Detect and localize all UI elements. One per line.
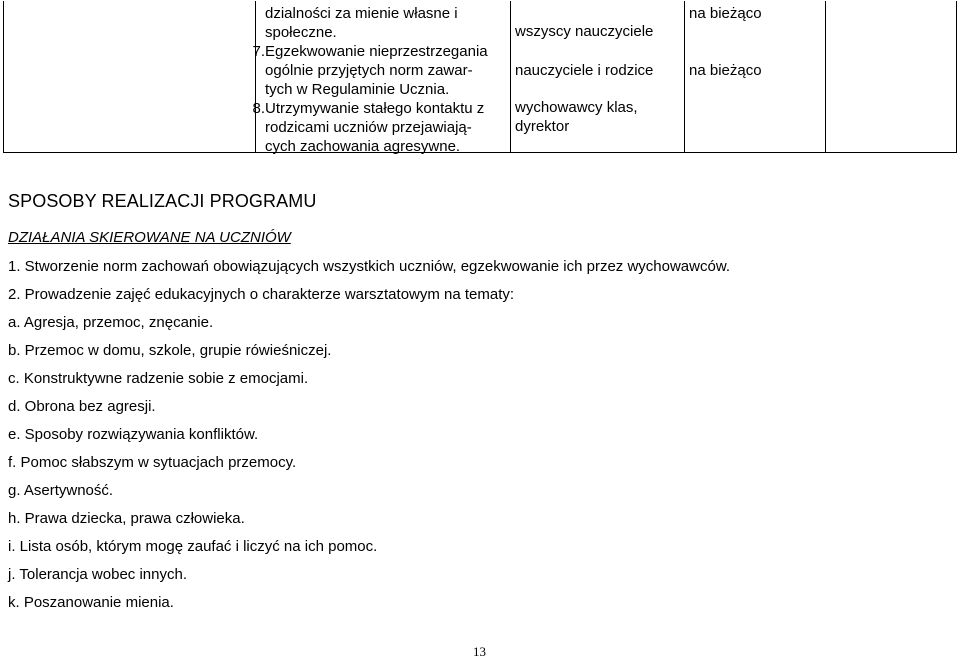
list-item: f. Pomoc słabszym w sytuacjach przemocy. [8, 454, 297, 471]
table-line: 8.Utrzymywanie stałego kontaktu z [252, 100, 485, 117]
responsible-item: wychowawcy klas, [515, 99, 638, 116]
responsible-item: wszyscy nauczyciele [515, 23, 654, 40]
table-column-divider [684, 1, 685, 153]
list-item: j. Tolerancja wobec innych. [8, 566, 187, 583]
deadline-item: na bieżąco [689, 5, 762, 22]
list-item: e. Sposoby rozwiązywania konfliktów. [8, 426, 259, 443]
list-item: a. Agresja, przemoc, znęcanie. [8, 314, 214, 331]
list-item: g. Asertywność. [8, 482, 114, 499]
action-table [3, 1, 957, 153]
table-line: tych w Regulaminie Ucznia. [265, 81, 450, 98]
table-line: ogólnie przyjętych norm zawar- [265, 62, 473, 79]
list-item: h. Prawa dziecka, prawa człowieka. [8, 510, 245, 527]
list-item: d. Obrona bez agresji. [8, 398, 156, 415]
table-line: 7.Egzekwowanie nieprzestrzegania [252, 43, 488, 60]
deadline-item: na bieżąco [689, 62, 762, 79]
list-item: b. Przemoc w domu, szkole, grupie rówieśniczej. [8, 342, 332, 359]
table-cell-actions [252, 4, 510, 156]
section-heading: SPOSOBY REALIZACJI PROGRAMU [8, 191, 317, 211]
table-border-right [956, 1, 957, 153]
table-line: cych zachowania agresywne. [265, 138, 461, 155]
table-column-divider [510, 1, 511, 153]
list-item: i. Lista osób, którym mogę zaufać i liczyć na ich pomoc. [8, 538, 378, 555]
table-line: rodzicami uczniów przejawiają- [265, 119, 472, 136]
table-column-divider [825, 1, 826, 153]
table-border-left [3, 1, 4, 153]
list-item: c. Konstruktywne radzenie sobie z emocjami. [8, 370, 309, 387]
list-item: 1. Stworzenie norm zachowań obowiązujących wszystkich uczniów, egzekwowanie ich przez wychowawców. [8, 258, 730, 275]
subheading: DZIAŁANIA SKIEROWANE NA UCZNIÓW [8, 229, 291, 246]
responsible-item: dyrektor [515, 118, 570, 135]
responsible-item: nauczyciele i rodzice [515, 62, 654, 79]
page-number: 13 [473, 644, 486, 659]
table-line: dzialności za mienie własne i [265, 5, 458, 22]
list-item: 2. Prowadzenie zajęć edukacyjnych o charakterze warsztatowym na tematy: [8, 286, 515, 303]
table-column-divider [255, 1, 256, 153]
table-line: społeczne. [265, 24, 337, 41]
list-item: k. Poszanowanie mienia. [8, 594, 174, 611]
